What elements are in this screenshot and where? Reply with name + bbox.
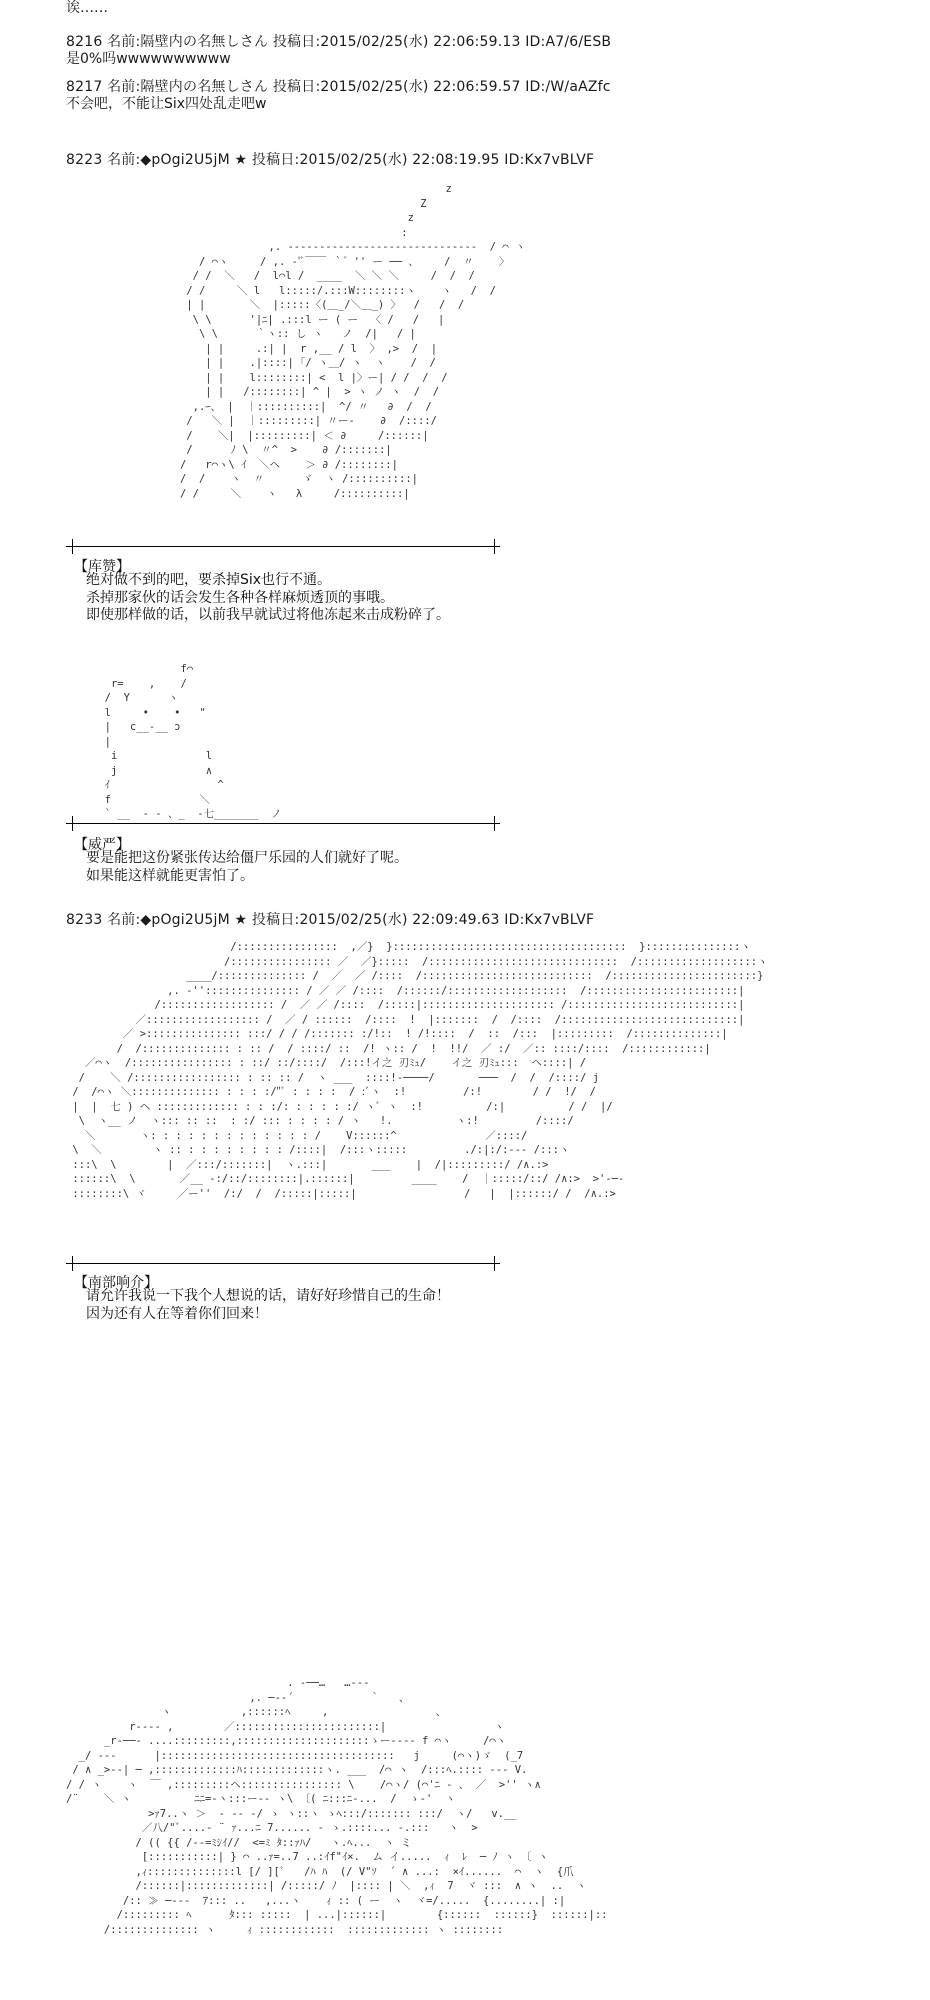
- ascii-art-kuzan: z Z z : ,. ------------------------------ / ⌒ ヽ / ⌒ヽ / ,. ‐'ﾞ￣￣ ｀゛'' ー ── 、 / 〃 〉 / / ＼ / l⌒l / ____ ＼ ＼ ＼ / / / / / ＼ l l:::::/.:::W::::::::ヽ ヽ / / | | ＼ |:::::〈(＿_/＼＿_) 〉 / / / \ \ '|ﾆ| .:::l ー ( ー 〈 / / | \ \ ｀ヽ:: し ヽ ノ /| / | | | .:| | r ,__ / l 〉 ,> / | | | .|::::| ｢/ ヽ＿/ ヽ ヽ / / | | l::::::::| < l |〉ー| / / / / | | /::::::::| ^ | > ヽ ノ ヽ / / ,.ｰ、 | ｜::::::::::| ^/ 〃 ∂ / / / ＼ | ｜:::::::::| 〃ー‐ ∂ /::::/ / ＼| |:::::::::| ＜ ∂ /::::::| / ﾉ \ 〃^ > ∂ /:::::::| / r⌒ヽ\ ｲ ＼ヘ ＞ ∂ /::::::::| / / ヽ 〃 ゞ ヽ /::::::::::| / / ＼ ヽ λ /::::::::::|: [180, 183, 526, 500]
- post-header-8217: 8217 名前:隔壁内の名無しさん 投稿日:2015/02/25(水) 22:06:59.57 ID:/W/aAZfc: [66, 79, 611, 95]
- dialogue-line: 如果能这样就能更害怕了。: [86, 867, 254, 884]
- speaker-label: 【威严】: [74, 837, 130, 853]
- divider-tick-right: [494, 539, 495, 554]
- divider-line: [66, 1263, 500, 1264]
- divider-tick-right: [494, 1256, 495, 1271]
- ascii-art-nanbu: /:::::::::::::::: ,／} }::::::::::::::::::::::::::::::::::::: }:::::::::::::::ヽ /:::::::::::::::: ／ ／}::::: /:::::::::::::::::::::::::::::: /:::::::::::::::::::ヽ ____/:::::::::::::: / ／ ／ /:::: /::::::::::::::::::::::::::: /:::::::::::::::::::::::} ,. ‐''::::::::::::::: / ／ ／ /:::: /::::::/::::::::::::::::::: /::::::::::::::::::::::::| /:::::::::::::::::: / ／ ／ /:::: /:::::|::::::::::::::::::::: /:::::::::::::::::::::::::::| ／:::::::::::::::::: / ／ / :::::: /:::: ! |::::::: / /:::: /::::::::::::::::::::::::::::| ／ >::::::::::::::: :::/ / / /::::::: :/!:: ! /!:::: / :: /::: |::::::::: /::::::::::::::| / /:::::::::::::: : :: / / ::::/ :: /! ヽ:: / ! !!/ ／ :/ ／:: ::::/:::: /::::::::::::| ／⌒ヽ /:::::::::::::::: : ::/ ::/::::/ /:::!イ之 刃ﾐｭ/ イ之 刃ﾐｭ::: ヘ::::| / / ＼ /::::::::::::::::: : :: :: / ヽ ___ ::::!‐────/ ─── / / /::::/ j / /⌒ヽ ＼:::::::::::::: : : : :/"ﾞ : : : : / :ﾞヽ :! /:! / / !/ / | | 七 ) ヘ ::::::::::::: : : :/: : : : : :/ ヽﾞ ヽ :! /:| / / |/ \ ヽ__ ノ ヽ::: :: :: : :/ ::: : : : : / ヽ !. ヽ:! /::::/ ＼ ヽ: : : : : : : : : : : : : / V::::::^ ／::::/ \ ＼ ヽ :: : : : : : : : : /::::| /:::ヽ::::: ./:|:/:‐‐‐ /:::ヽ :::\ \ | ／:::/:::::::| ヽ.:::| ___ | /|:::::::::/ /∧.:> ::::::\ \ ／__ -:/::/::::::::|.::::::| ____ / ｜:::::/::/ /∧:> >'‐─‐ ::::::::\ ヾ ／ー'' /:/ / /:::::|:::::| / | |::::::/ / /∧.:>: [72, 941, 768, 1200]
- divider-tick-right: [494, 816, 495, 831]
- post-header-8216: 8216 名前:隔壁内の名無しさん 投稿日:2015/02/25(水) 22:06:59.13 ID:A7/6/ESB: [66, 34, 612, 50]
- post-fragment: 诶……: [66, 0, 108, 16]
- post-header-8223: 8223 名前:◆pOgi2U5jM ★ 投稿日:2015/02/25(水) 22:08:19.95 ID:Kx7vBLVF: [66, 152, 595, 168]
- dialogue-line: 因为还有人在等着你们回来！: [86, 1305, 268, 1322]
- divider-tick-left: [72, 539, 73, 554]
- speaker-label: 【南部响介】: [74, 1275, 158, 1291]
- divider-tick-left: [72, 816, 73, 831]
- dialogue-line: 即使那样做的话，以前我早就试过将他冻起来击成粉碎了。: [86, 607, 450, 623]
- dialogue-line: 要是能把这份紧张传达给僵尸乐园的人们就好了呢。: [86, 850, 408, 866]
- ascii-art-ditto: f⌒ r= , / / Y ヽ l • • " | c__-__ ɔ | i l j ∧ ｲ ^ f ＼ ` __ ‐ ‐ 、_ ‐七_______ ノ: [104, 663, 282, 820]
- post-body-8217: 不会吧，不能让Six四处乱走吧w: [66, 96, 267, 112]
- dialogue-block: [86, 1288, 450, 1323]
- divider-tick-left: [72, 1256, 73, 1271]
- dialogue-block: [86, 572, 450, 625]
- divider-line: [66, 546, 500, 547]
- ascii-art-crowd: . ‐──… …-‐- ,. ─‐-´ ｀ 、 ヽ ,::::::ﾍ , 、 r--‐‐ , ／:::::::::::::::::::::::| ヽ _r‐──‐ ....:::::::::,:::::::::::::::::::::ゝー---‐ f ⌒ヽ /⌒ヽ _/ ‐‐‐ |::::::::::::::::::::::::::::::::::::: j (⌒ヽ)ゞ (_7 / ∧ _>‐‐| ─ ,:::::::::::::ﾊ:::::::::::::ヽ. ___ /⌒ ヽ /:::ﾍ.:::: --‐ V. / / ヽ ヽ ￣ ,:::::::::ヘ:::::::::::::::: \ /⌒ヽ/ (⌒'ﾆ ‐ 、 ／ >'' ヽ∧ /¨ ＼ ヽ ﾆﾆ=‐ヽ:::ー‐‐ ヽ\ 〔( ﾆ:::ﾆ‐... / ゝ‐' ヽ >ｧ7..ヽ ＞ ‐ ‐‐ ‐/ ゝ ヽ::ヽ ゝﾍ:::/::::::: :::/ ヽ/ v.__ ／八/"ﾞ....‐ ¨ ｧ...ﾆ 7...... ‐ ゝ.::::... ‐.::: ヽ > / (( {{ /‐‐=ﾐｼｲ// <=ﾐ ﾀ::ｧﾊ/ ヽ.ﾍ... ヽ ミ [:::::::::::| } ⌒ ..ｧ=..7 ..:ｲf"ｲ×. ム イ..... ｨ ﾚ ─ ﾉ ヽ 〔 ヽ ,ｨ::::::::::::::l [/ ][ﾞ /ﾊ ﾊ (/ V"ｿ ´ ∧ ...: ×ｲ...... ⌒ ヽ {爪 /::::::|:::::::::::::| /:::::/ ﾉ |:::: | ＼ ,ｨ 7 ヾ ::: ∧ ヽ .. ヽ /:: ≫ ─‐‐‐ ｱ::: .. ,...ヽ ｨ :: ( ー ヽ ヾ=/..... {........| :| /::::::::: ﾍ ﾀ::: ::::: | ...|::::::| {:::::: ::::::} ::::::|:: /:::::::::::::: ヽ ｨ :::::::::::: ::::::::::::: ヽ ::::::::: [66, 1677, 608, 1936]
- post-body-8216: 是0%吗wwwwwwwwww: [66, 51, 231, 67]
- speaker-label: 【库赞】: [74, 559, 130, 575]
- divider-line: [66, 823, 500, 824]
- post-header-8233: 8233 名前:◆pOgi2U5jM ★ 投稿日:2015/02/25(水) 22:09:49.63 ID:Kx7vBLVF: [66, 912, 595, 928]
- dialogue-block: [86, 850, 408, 885]
- dialogue-line: 绝对做不到的吧，要杀掉Six也行不通。: [86, 572, 332, 588]
- dialogue-line: 请允许我说一下我个人想说的话，请好好珍惜自己的生命！: [86, 1288, 450, 1304]
- dialogue-line: 杀掉那家伙的话会发生各种各样麻烦透顶的事哦。: [86, 589, 394, 606]
